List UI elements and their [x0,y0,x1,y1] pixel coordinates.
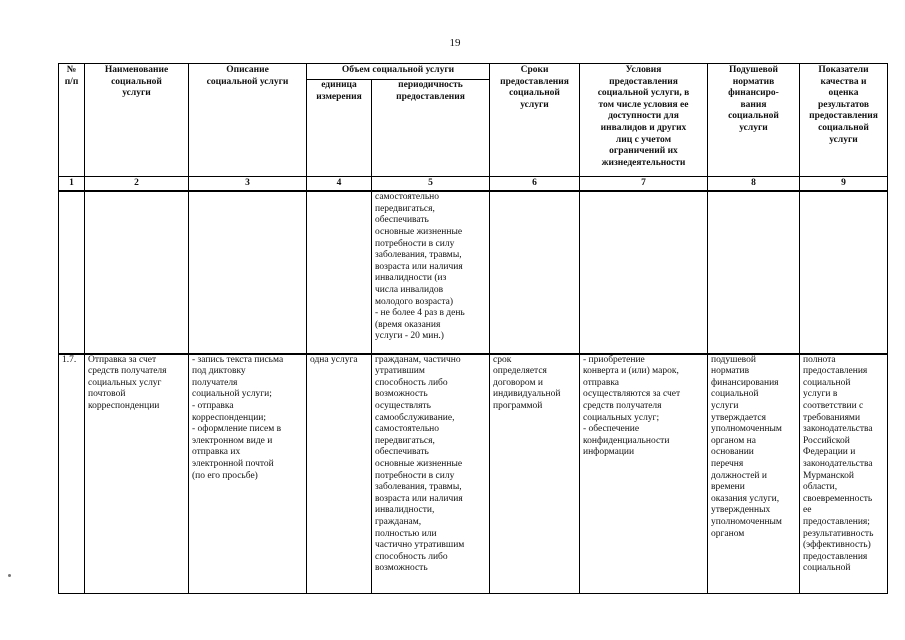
social-services-table [58,63,888,594]
header-service-name: Наименование социальной услуги [85,64,189,177]
table-row [59,191,888,354]
row-conditions [580,191,708,354]
row-quality [800,191,888,354]
row-description [189,191,307,354]
column-number: 3 [189,177,307,192]
header-normative: Подушевой норматив финансиро- вания социальной услуги [708,64,800,177]
header-unit: единица измерения [307,80,372,177]
column-number: 9 [800,177,888,192]
header-description: Описание социальной услуги [189,64,307,177]
column-number: 1 [59,177,85,192]
column-number: 8 [708,177,800,192]
row-service-name: Отправка за счет средств получателя социальных услуг почтовой корреспонденции [85,354,189,594]
row-periodicity: гражданам, частично утратившим способность либо возможность осуществлять самообслуживание, самостоятельно передвигаться, обеспечивать основные жизненные потребности в силу заболевания, травмы, возраста или наличия инвалидности, гражданам, полностью или частично утратившим способность либо возможность [372,354,490,594]
header-periodicity: периодичность предоставления [372,80,490,177]
row-service-name [85,191,189,354]
table-row [59,354,888,594]
row-unit: одна услуга [307,354,372,594]
scan-speck [8,574,11,577]
header-quality: Показатели качества и оценка результатов предоставления социальной услуги [800,64,888,177]
row-normative [708,191,800,354]
column-number: 5 [372,177,490,192]
column-number: 6 [490,177,580,192]
header-row-top [59,64,888,80]
column-numbers-row [59,177,888,192]
row-conditions: - приобретение конверта и (или) марок, отправка осуществляются за счет средств получателя социальных услуг; - обеспечение конфиденциальности информации [580,354,708,594]
header-terms: Сроки предоставления социальной услуги [490,64,580,177]
column-number: 2 [85,177,189,192]
column-number: 4 [307,177,372,192]
row-terms: срок определяется договором и индивидуальной программой [490,354,580,594]
row-number: 1.7. [59,354,85,594]
header-conditions: Условия предоставления социальной услуги, в том числе условия ее доступности для инвалидов и других лиц с учетом ограничений их жизнедеятельности [580,64,708,177]
page-number: 19 [449,37,461,49]
row-normative: подушевой норматив финансирования социальной услуги утверждается уполномоченным органом на основании перечня должностей и времени оказания услуги, утвержденных уполномоченным органом [708,354,800,594]
row-quality: полнота предоставления социальной услуги в соответствии с требованиями законодательства Российской Федерации и законодательства Мурманской области, своевременность ее предоставления; результативность (эффективность) предоставления социальной [800,354,888,594]
row-terms [490,191,580,354]
header-number: № п/п [59,64,85,177]
row-number [59,191,85,354]
row-unit [307,191,372,354]
header-volume-group: Объем социальной услуги [307,64,490,80]
row-periodicity: самостоятельно передвигаться, обеспечивать основные жизненные потребности в силу заболевания, травмы, возраста или наличия инвалидности (из числа инвалидов молодого возраста) - не более 4 раз в день (время оказания услуги - 20 мин.) [372,191,490,354]
column-number: 7 [580,177,708,192]
row-description: - запись текста письма под диктовку получателя социальной услуги; - отправка корреспонденции; - оформление писем в электронном виде и отправка их электронной почтой (по его просьбе) [189,354,307,594]
